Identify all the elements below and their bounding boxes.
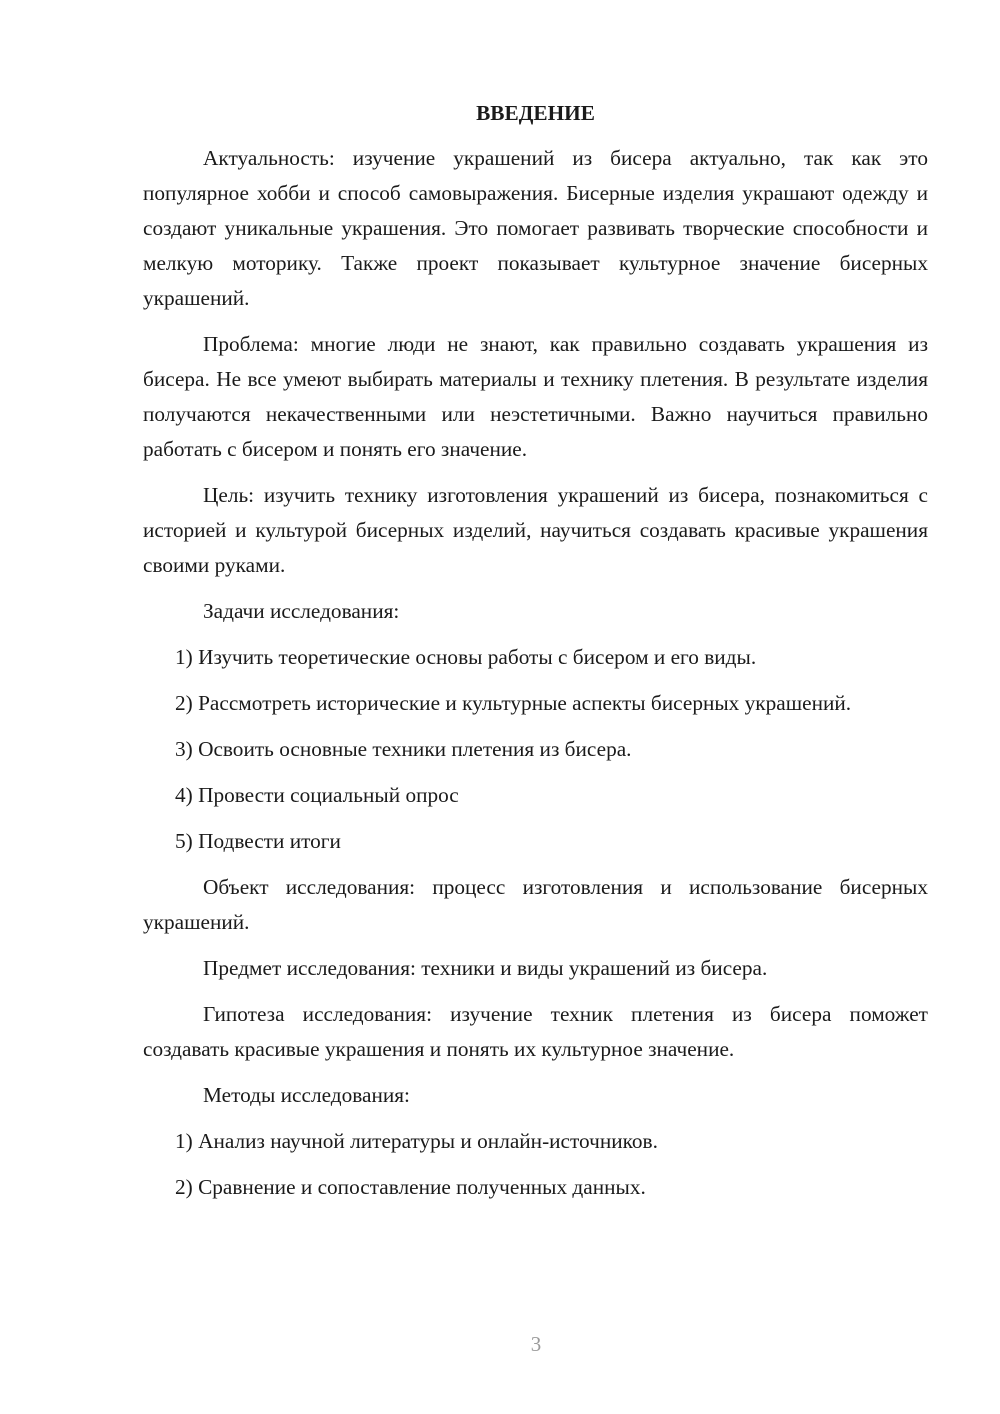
problem-paragraph: Проблема: многие люди не знают, как правильно создавать украшения из бисера. Не все умеют выбирать материалы и технику плетения. В результате изделия получаются некачественными или неэстетичными. Важно научиться правильно работать с бисером и понять его значение. (143, 332, 928, 461)
task-item-5: 5) Подвести итоги (175, 829, 341, 853)
method-item-2: 2) Сравнение и сопоставление полученных данных. (175, 1175, 646, 1199)
hypothesis-paragraph: Гипотеза исследования: изучение техник плетения из бисера поможет создавать красивые украшения и понять их культурное значение. (143, 1002, 928, 1061)
goal-paragraph: Цель: изучить технику изготовления украшений из бисера, познакомиться с историей и культурой бисерных изделий, научиться создавать красивые украшения своими руками. (143, 483, 928, 577)
task-item-1: 1) Изучить теоретические основы работы с бисером и его виды. (175, 645, 757, 669)
task-item-4: 4) Провести социальный опрос (175, 783, 459, 807)
page-title: ВВЕДЕНИЕ (476, 101, 595, 125)
page-number: 3 (530, 1332, 542, 1356)
task-item-3: 3) Освоить основные техники плетения из бисера. (175, 737, 632, 761)
object-paragraph: Объект исследования: процесс изготовления и использование бисерных украшений. (143, 875, 928, 934)
subject-paragraph: Предмет исследования: техники и виды украшений из бисера. (203, 956, 768, 980)
task-item-2: 2) Рассмотреть исторические и культурные аспекты бисерных украшений. (175, 691, 852, 715)
relevance-paragraph: Актуальность: изучение украшений из бисера актуально, так как это популярное хобби и способ самовыражения. Бисерные изделия украшают одежду и создают уникальные украшения. Это помогает развивать творческие способности и мелкую моторику. Также проект показывает культурное значение бисерных украшений. (143, 146, 928, 310)
methods-heading: Методы исследования: (203, 1083, 410, 1107)
tasks-heading: Задачи исследования: (203, 599, 400, 623)
method-item-1: 1) Анализ научной литературы и онлайн-источников. (175, 1129, 658, 1153)
document-page (143, 96, 928, 1216)
